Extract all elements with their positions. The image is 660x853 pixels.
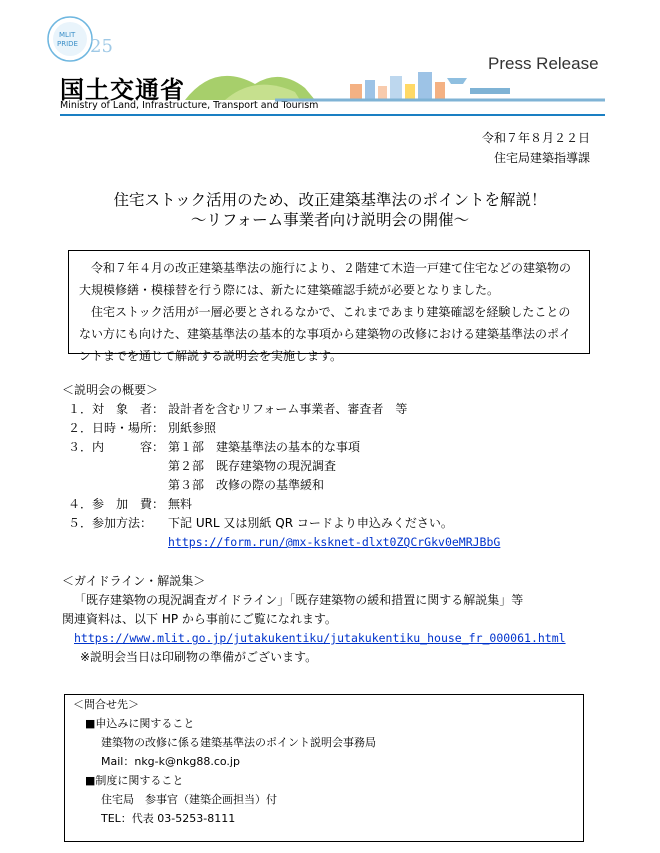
contact-application-office: 建築物の改修に係る建築基準法のポイント説明会事務局	[101, 736, 376, 749]
ministry-name-jp: 国土交通省	[60, 76, 185, 104]
svg-text:MLIT: MLIT	[59, 31, 76, 39]
press-release-label: Press Release	[488, 54, 599, 73]
overview-heading: ＜説明会の概要＞	[62, 383, 159, 397]
document-title: 住宅ストック活用のため、改正建築基準法のポイントを解説！	[113, 191, 547, 209]
contact-application-title: ■申込みに関すること	[85, 717, 195, 730]
guideline-note: ※説明会当日は印刷物の準備がございます。	[80, 650, 318, 664]
overview-section	[62, 381, 500, 552]
overview-item	[68, 514, 500, 533]
contact-system-tel: TEL：代表 03-5253-8111	[101, 812, 236, 825]
guideline-heading: ＜ガイドライン・解説集＞	[62, 574, 206, 588]
overview-item-value: 第１部 建築基準法の基本的な事項	[168, 440, 361, 454]
summary-paragraph-1: 令和７年４月の改正建築基準法の施行により、２階建て木造一戸建て住宅などの建築物の大規模修繕・模様替を行う際には、新たに建築確認手続が必要となりました。	[79, 261, 572, 297]
guideline-text-1: 「既存建築物の現況調査ガイドライン」「既存建築物の緩和措置に関する解説集」等	[74, 593, 524, 607]
contact-system-title: ■制度に関すること	[85, 774, 184, 787]
overview-item	[68, 400, 500, 419]
summary-box	[68, 250, 590, 363]
contact-heading: ＜問合せ先＞	[73, 698, 139, 711]
application-form-link[interactable]: https://form.run/@mx-ksknet-dlxt0ZQCrGkv0eMRJBbG	[168, 535, 501, 549]
issuing-bureau: 住宅局建築指導課	[493, 151, 590, 165]
ministry-name-en: Ministry of Land, Infrastructure, Transport and Tourism	[60, 100, 319, 111]
overview-item	[68, 419, 500, 438]
overview-item-value: 第３部 改修の際の基準緩和	[168, 478, 325, 492]
svg-text:PRIDE: PRIDE	[57, 40, 78, 48]
overview-item-label: ２．日時・場所：	[68, 421, 165, 435]
mlit-pride-logo	[44, 12, 116, 66]
overview-item-value: 下記 URL 又は別紙 QR コードより申込みください。	[168, 516, 453, 530]
overview-item-value: 設計者を含むリフォーム事業者、審査者 等	[168, 402, 408, 416]
overview-item-label: １．対 象 者：	[68, 402, 165, 416]
overview-item	[68, 476, 500, 495]
summary-paragraph-2: 住宅ストック活用が一層必要とされるなかで、これまであまり建築確認を経験したことのない方にも向けた、建築基準法の基本的な事項から建築物の改修における建築基準法のポイントまでを通じて解説する説明会を実施します。	[79, 305, 572, 363]
header-divider	[60, 114, 605, 116]
overview-item-value: 第２部 既存建築物の現況調査	[168, 459, 337, 473]
date-block	[482, 128, 590, 168]
guideline-section	[62, 572, 566, 667]
overview-item-value: 別紙参照	[168, 421, 217, 435]
contact-system-office: 住宅局 参事官（建築企画担当）付	[101, 793, 277, 806]
overview-item	[68, 438, 500, 457]
document-subtitle: ～リフォーム事業者向け説明会の開催～	[190, 211, 470, 229]
overview-item-value: 無料	[168, 497, 193, 511]
contact-application-mail: Mail：nkg-k@nkg88.co.jp	[101, 755, 240, 768]
overview-item-label: ５．参加方法：	[68, 516, 153, 530]
overview-item-label: ３．内 容：	[68, 440, 165, 454]
svg-text:25: 25	[90, 36, 113, 57]
contact-box	[64, 694, 584, 842]
release-date: 令和７年８月２２日	[481, 131, 590, 145]
guideline-page-link[interactable]: https://www.mlit.go.jp/jutakukentiku/jutakukentiku_house_fr_000061.html	[74, 631, 566, 645]
guideline-text-2: 関連資料は、以下 HP から事前にご覧になれます。	[62, 612, 337, 626]
overview-item	[68, 495, 500, 514]
overview-item-label: ４．参 加 費：	[68, 497, 165, 511]
overview-item	[68, 457, 500, 476]
